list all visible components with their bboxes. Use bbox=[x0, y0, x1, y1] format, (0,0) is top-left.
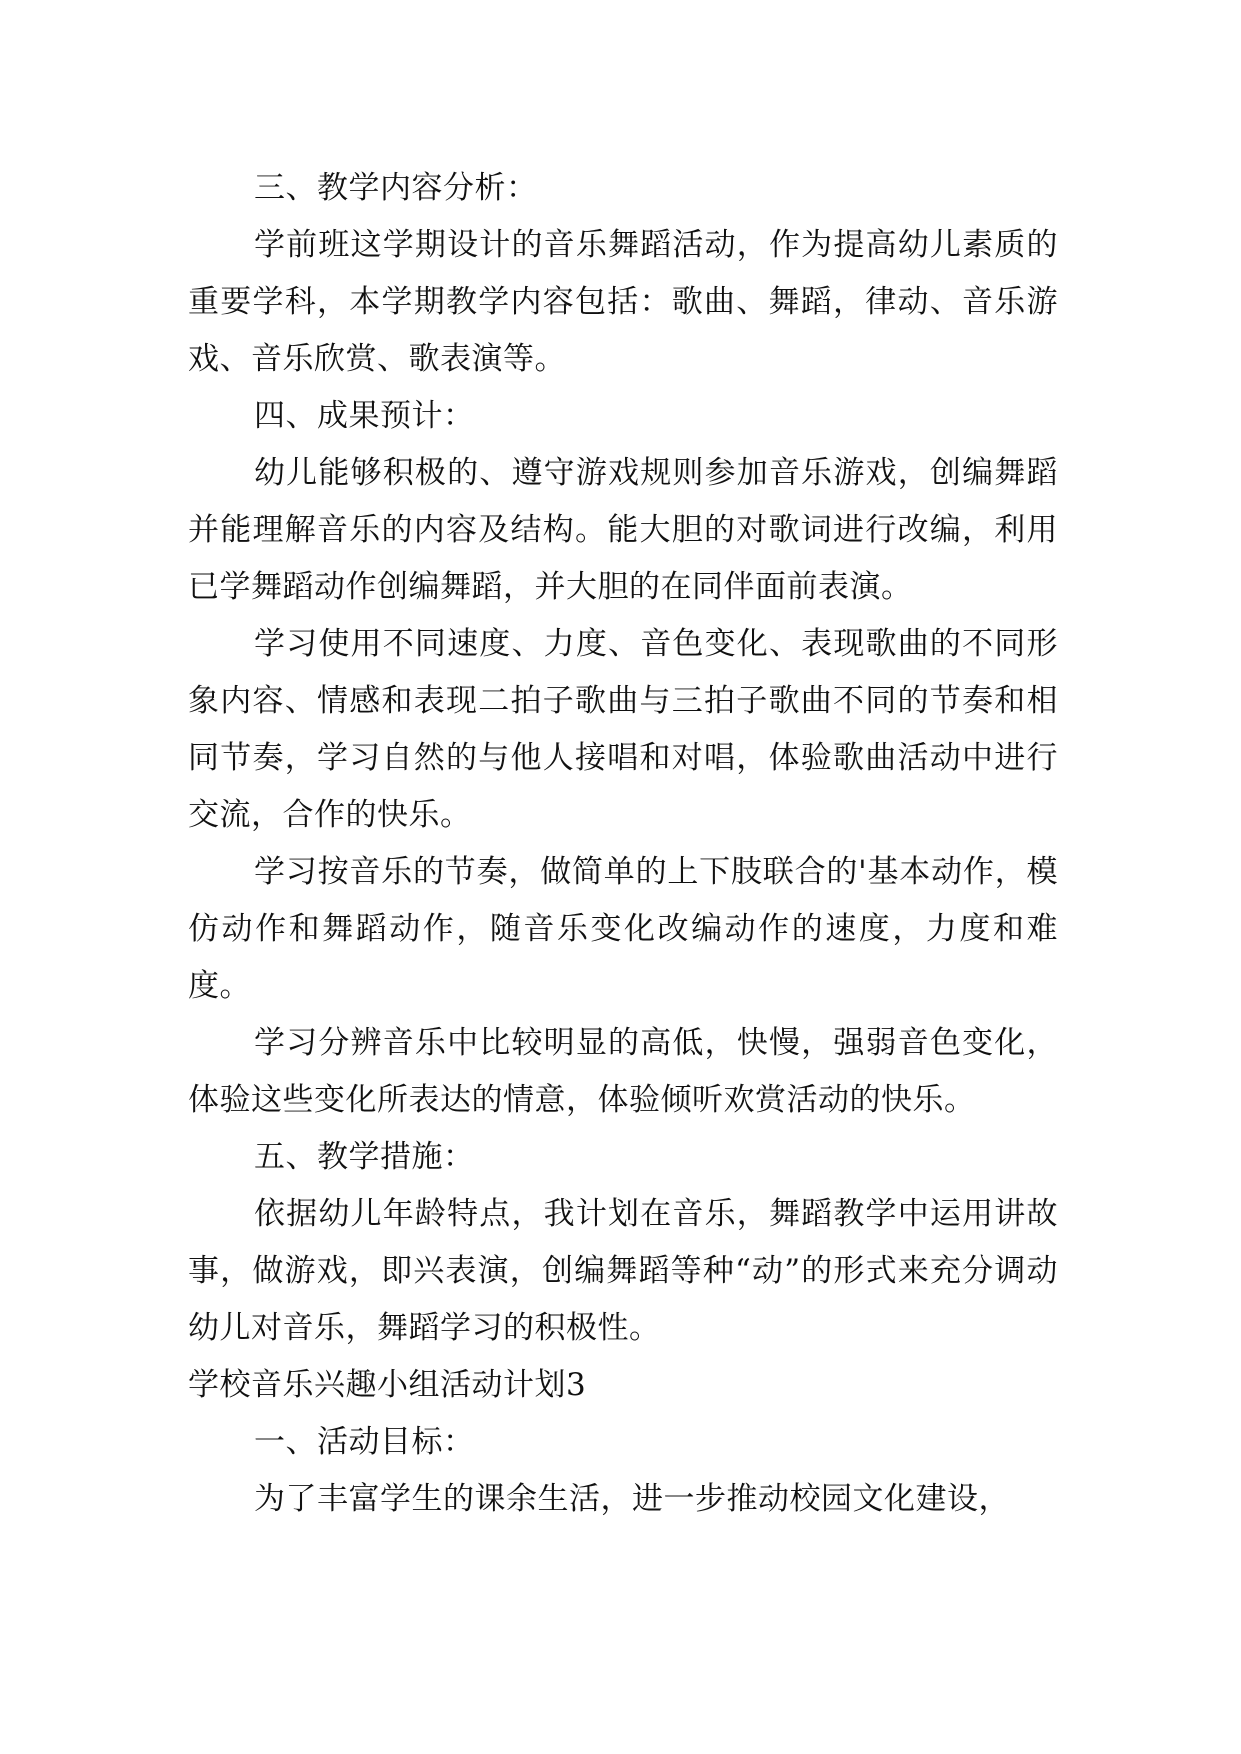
paragraph-activity-goals: 为了丰富学生的课余生活，进一步推动校园文化建设， bbox=[254, 1481, 1010, 1517]
document-body bbox=[188, 160, 1058, 1528]
paragraph-results-games: 幼儿能够积极的、遵守游戏规则参加音乐游戏，创编舞蹈并能理解音乐的内容及结构。能大胆的对歌词进行改编，利用已学舞蹈动作创编舞蹈，并大胆的在同伴面前表演。 bbox=[188, 455, 1058, 605]
paragraph-results-singing: 学习使用不同速度、力度、音色变化、表现歌曲的不同形象内容、情感和表现二拍子歌曲与三拍子歌曲不同的节奏和相同节奏，学习自然的与他人接唱和对唱，体验歌曲活动中进行交流，合作的快乐。 bbox=[188, 626, 1058, 833]
paragraph-teaching-measures: 依据幼儿年龄特点，我计划在音乐，舞蹈教学中运用讲故事，做游戏，即兴表演，创编舞蹈等种“动”的形式来充分调动幼儿对音乐，舞蹈学习的积极性。 bbox=[188, 1196, 1058, 1346]
paragraph-teaching-content: 学前班这学期设计的音乐舞蹈活动，作为提高幼儿素质的重要学科，本学期教学内容包括：歌曲、舞蹈，律动、音乐游戏、音乐欣赏、歌表演等。 bbox=[188, 227, 1058, 377]
heading-teaching-measures: 五、教学措施： bbox=[254, 1139, 475, 1175]
heading-teaching-content-analysis: 三、教学内容分析： bbox=[254, 170, 538, 206]
paragraph-results-listening: 学习分辨音乐中比较明显的高低，快慢，强弱音色变化，体验这些变化所表达的情意，体验倾听欢赏活动的快乐。 bbox=[188, 1025, 1058, 1118]
heading-activity-goals: 一、活动目标： bbox=[254, 1424, 475, 1460]
section-title-plan-3: 学校音乐兴趣小组活动计划3 bbox=[188, 1367, 587, 1403]
heading-expected-results: 四、成果预计： bbox=[254, 398, 475, 434]
paragraph-results-movement: 学习按音乐的节奏，做简单的上下肢联合的'基本动作，模仿动作和舞蹈动作，随音乐变化改编动作的速度，力度和难度。 bbox=[188, 854, 1058, 1004]
